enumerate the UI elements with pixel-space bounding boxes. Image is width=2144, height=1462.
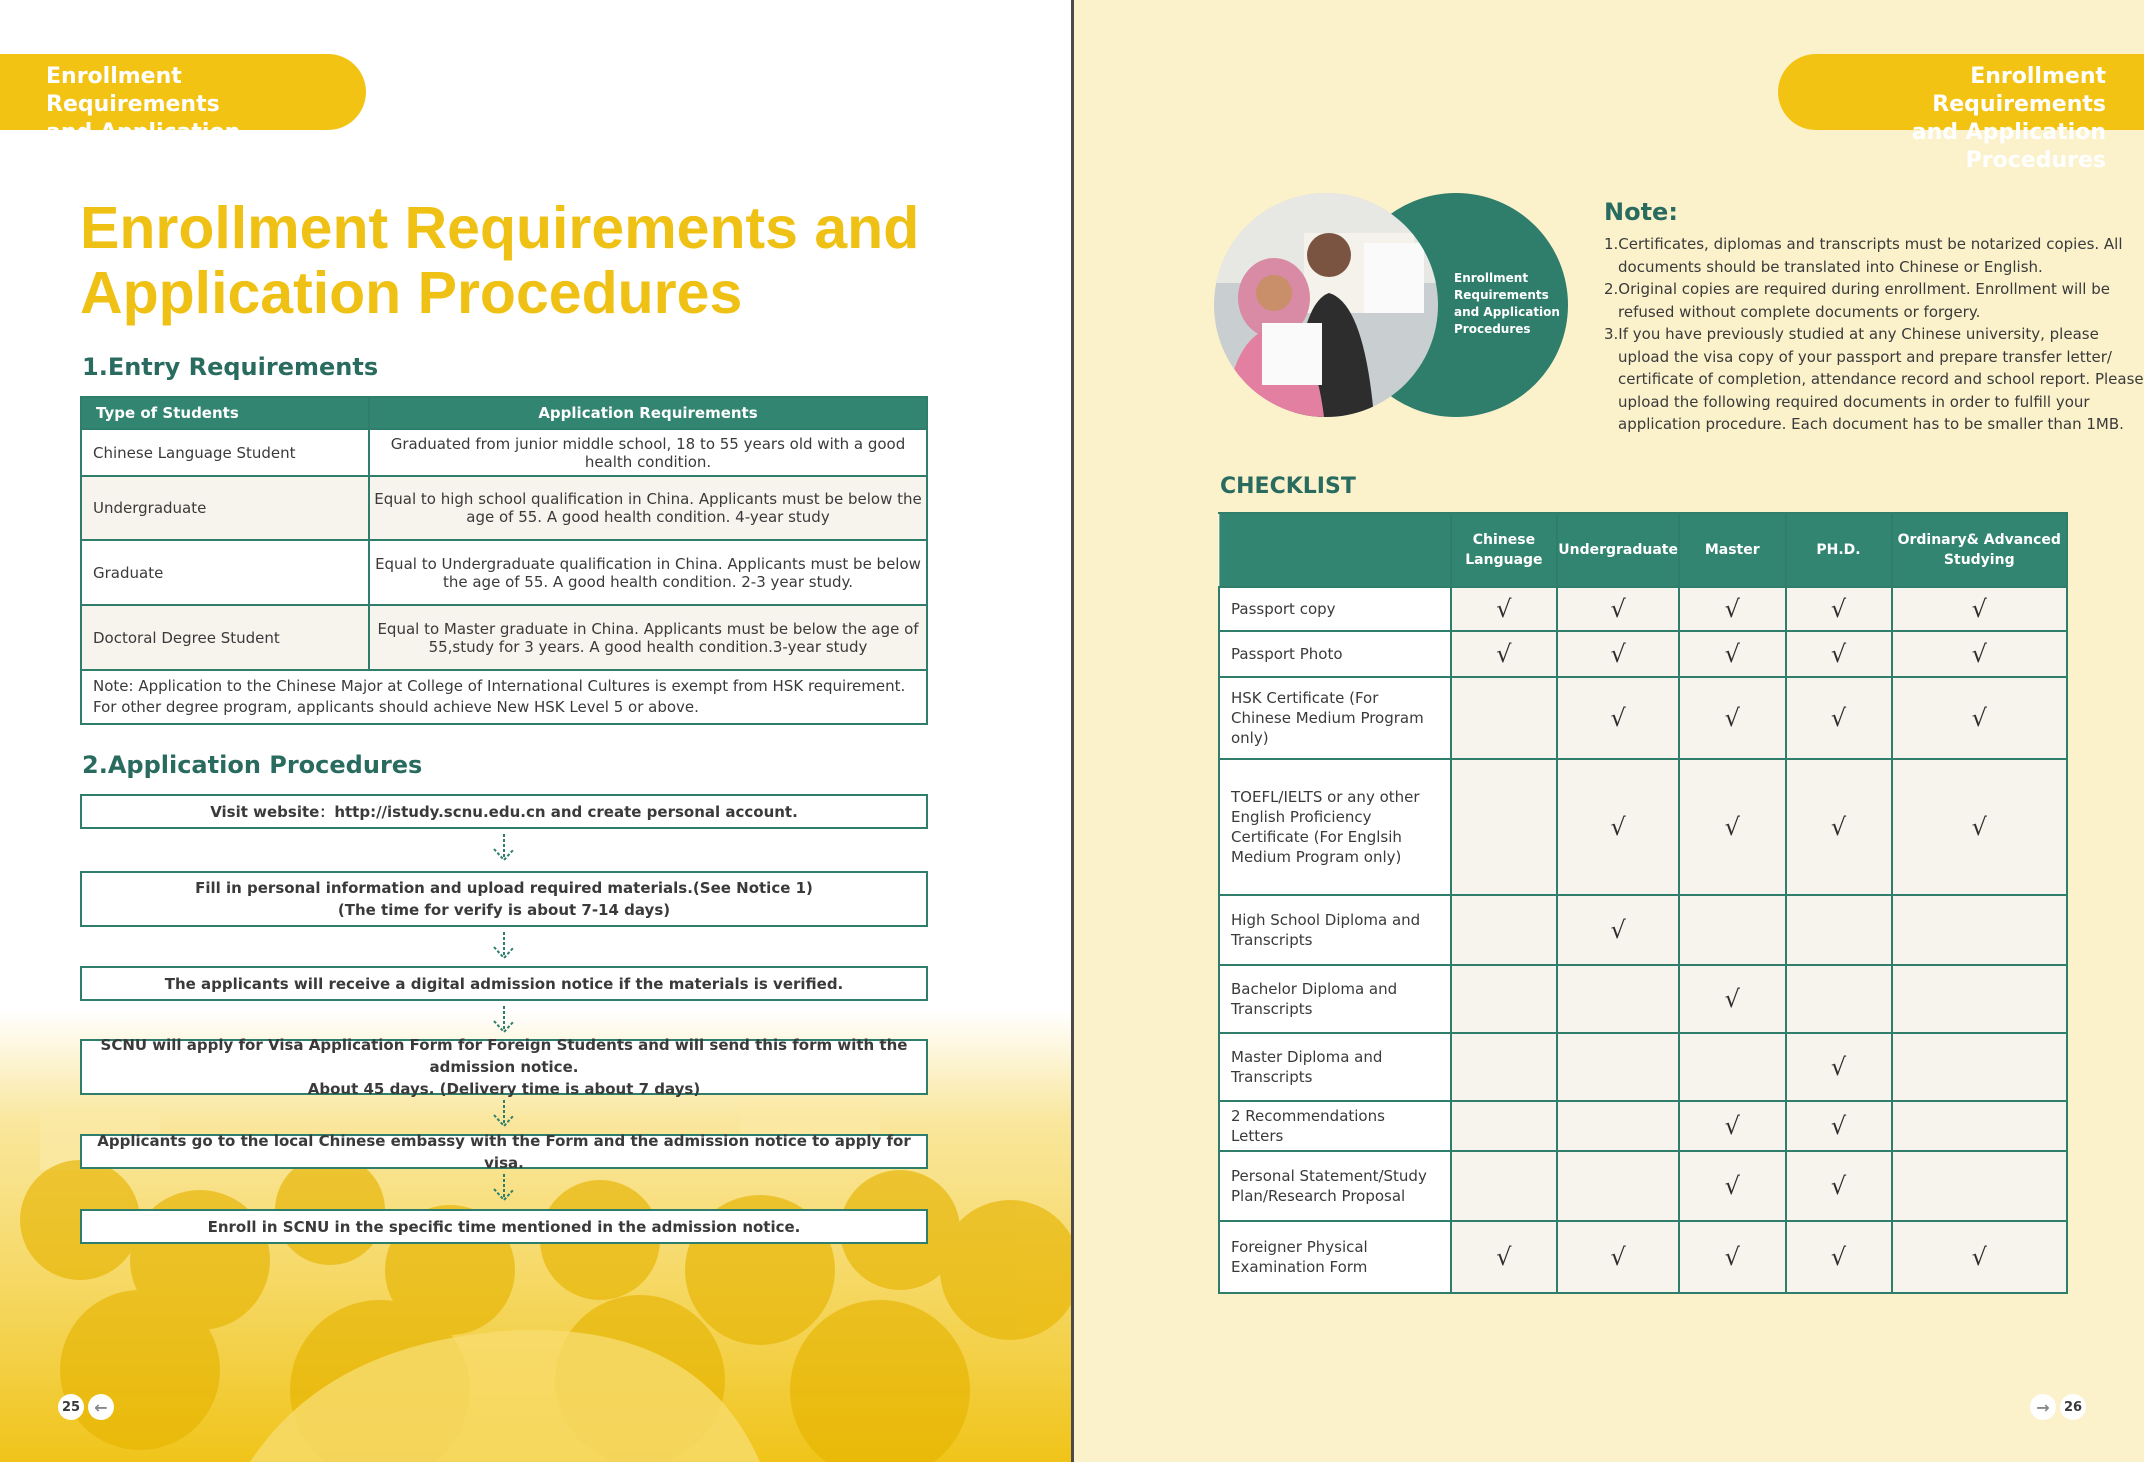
page-title-line2: Application Procedures (80, 260, 743, 326)
empty-cell (1892, 1151, 2067, 1221)
check-mark-cell: √ (1679, 1151, 1786, 1221)
down-arrow-icon (488, 832, 520, 864)
empty-cell (1451, 1033, 1558, 1101)
checklist-title: CHECKLIST (1220, 474, 1356, 499)
intro-badge (1214, 190, 1574, 420)
check-mark-cell: √ (1786, 587, 1892, 631)
requirement-text: Equal to Undergraduate qualification in China. Applicants must be below the age of 55. A good health condition. 2-3 year study. (375, 554, 921, 591)
col-header: Undergraduate (1557, 513, 1679, 587)
check-mark-cell: √ (1892, 759, 2067, 895)
document-label: Foreigner Physical Examination Form (1219, 1221, 1451, 1293)
entry-table-header (82, 398, 926, 428)
check-mark-cell: √ (1892, 677, 2067, 759)
empty-cell (1451, 759, 1558, 895)
empty-cell (1557, 1151, 1679, 1221)
empty-cell (1892, 895, 2067, 965)
document-label: High School Diploma and Transcripts (1219, 895, 1451, 965)
students-photo (1214, 193, 1438, 417)
next-arrow-icon[interactable]: → (2030, 1394, 2056, 1420)
table-row (1219, 1101, 2067, 1151)
page-number: 25 (58, 1394, 84, 1420)
col-header: Ordinary& Advanced Studying (1892, 513, 2067, 587)
down-arrow-icon (488, 1098, 520, 1130)
check-mark-cell: √ (1451, 631, 1558, 677)
empty-cell (1451, 895, 1558, 965)
prev-arrow-icon[interactable]: ← (88, 1394, 114, 1420)
procedure-step-3 (80, 966, 928, 1001)
step-subtext: About 45 days. (Delivery time is about 7 days) (307, 1080, 701, 1098)
col-header: PH.D. (1786, 513, 1892, 587)
entry-heading: 1.Entry Requirements (82, 353, 379, 381)
step-text: Visit website：http://istudy.scnu.edu.cn and create personal account. (210, 802, 798, 821)
procedure-step-2 (80, 871, 928, 927)
step-text: SCNU will apply for Visa Application Form for Foreign Students and will send this form with the admission notice. (100, 1036, 908, 1076)
table-row (1219, 631, 2067, 677)
table-row (82, 604, 926, 669)
note-title: Note: (1604, 198, 1678, 226)
check-mark-cell: √ (1679, 631, 1786, 677)
empty-cell (1451, 1151, 1558, 1221)
check-mark-cell: √ (1451, 587, 1558, 631)
table-row (1219, 1033, 2067, 1101)
student-type: Chinese Language Student (82, 430, 370, 475)
empty-cell (1892, 1033, 2067, 1101)
empty-cell (1557, 965, 1679, 1033)
empty-cell (1892, 965, 2067, 1033)
checklist-header-row (1219, 513, 2067, 587)
table-row (1219, 587, 2067, 631)
student-type: Undergraduate (82, 477, 370, 539)
section-tag-right (1778, 54, 2144, 173)
col-type-header: Type of Students (82, 398, 370, 428)
page-title (80, 196, 980, 326)
page-title-line1: Enrollment Requirements and (80, 195, 920, 261)
note-item: 3.If you have previously studied at any Chinese university, please upload the visa copy of your passport and prepare transfer letter/ certificate of completion, attendance record and school report. Please upload the following required documents in order to fulfill your application procedure. Each document has to be smaller than 1MB. (1604, 325, 2144, 433)
page-number-right (2030, 1394, 2086, 1420)
empty-cell (1451, 965, 1558, 1033)
check-mark-cell: √ (1679, 587, 1786, 631)
col-header: Chinese Language (1451, 513, 1558, 587)
table-row (1219, 965, 2067, 1033)
table-row (1219, 1151, 2067, 1221)
check-mark-cell: √ (1451, 1221, 1558, 1293)
empty-cell (1679, 895, 1786, 965)
empty-cell (1679, 1033, 1786, 1101)
step-text: Enroll in SCNU in the specific time mentioned in the admission notice. (207, 1217, 801, 1236)
check-mark-cell: √ (1786, 1033, 1892, 1101)
empty-cell (1557, 1033, 1679, 1101)
check-mark-cell: √ (1557, 677, 1679, 759)
check-mark-cell: √ (1557, 631, 1679, 677)
check-mark-cell: √ (1786, 1101, 1892, 1151)
entry-note: Note: Application to the Chinese Major at College of International Cultures is exempt from HSK requirement. For other degree program, applicants should achieve New HSK Level 5 or above. (82, 669, 926, 723)
document-label: TOEFL/IELTS or any other English Proficiency Certificate (For Englsih Medium Program only) (1219, 759, 1451, 895)
document-label: Passport copy (1219, 587, 1451, 631)
down-arrow-icon (488, 1172, 520, 1204)
check-mark-cell: √ (1679, 1221, 1786, 1293)
check-mark-cell: √ (1786, 631, 1892, 677)
document-label: Passport Photo (1219, 631, 1451, 677)
check-mark-cell: √ (1786, 759, 1892, 895)
corner-cell (1219, 513, 1451, 587)
check-mark-cell: √ (1557, 1221, 1679, 1293)
procedures-heading: 2.Application Procedures (82, 751, 423, 779)
student-type: Graduate (82, 541, 370, 604)
procedure-step-6 (80, 1209, 928, 1244)
badge-text: Enrollment Requirements and Application Procedures (1454, 271, 1560, 336)
entry-requirements-table (80, 396, 928, 725)
document-label: Master Diploma and Transcripts (1219, 1033, 1451, 1101)
empty-cell (1451, 1101, 1558, 1151)
check-mark-cell: √ (1786, 1221, 1892, 1293)
note-list (1604, 233, 2144, 436)
empty-cell (1451, 677, 1558, 759)
step-subtext: (The time for verify is about 7-14 days) (337, 901, 671, 919)
col-requirements-header: Application Requirements (538, 404, 758, 422)
section-tag-line2: and Application Procedures (1911, 120, 2106, 173)
table-row (1219, 895, 2067, 965)
table-row (82, 539, 926, 604)
empty-cell (1786, 895, 1892, 965)
step-text: Fill in personal information and upload required materials.(See Notice 1) (195, 879, 813, 897)
requirement-text: Graduated from junior middle school, 18 to 55 years old with a good health condition. (390, 434, 906, 471)
col-header: Master (1679, 513, 1786, 587)
document-label: Bachelor Diploma and Transcripts (1219, 965, 1451, 1033)
procedure-step-5 (80, 1131, 928, 1172)
step-text: The applicants will receive a digital admission notice if the materials is verified. (164, 974, 844, 993)
check-mark-cell: √ (1557, 759, 1679, 895)
document-label: Personal Statement/Study Plan/Research Proposal (1219, 1151, 1451, 1221)
table-row (1219, 1221, 2067, 1293)
check-mark-cell: √ (1892, 631, 2067, 677)
student-type: Doctoral Degree Student (82, 606, 370, 669)
page-number-left (58, 1394, 114, 1420)
section-tag-left (0, 54, 366, 173)
procedure-step-1 (80, 794, 928, 829)
page-number: 26 (2060, 1394, 2086, 1420)
document-label: HSK Certificate (For Chinese Medium Program only) (1219, 677, 1451, 759)
section-tag-line2: and Application Procedures (46, 120, 241, 173)
requirement-text: Equal to high school qualification in China. Applicants must be below the age of 55. A good health condition. 4-year study (374, 490, 922, 526)
check-mark-cell: √ (1786, 677, 1892, 759)
empty-cell (1892, 1101, 2067, 1151)
section-tag-line1: Enrollment Requirements (46, 64, 220, 117)
step-text: Applicants go to the local Chinese embassy with the Form and the admission notice to apply for visa. (97, 1131, 911, 1172)
check-mark-cell: √ (1557, 587, 1679, 631)
empty-cell (1786, 965, 1892, 1033)
check-mark-cell: √ (1679, 965, 1786, 1033)
empty-cell (1557, 1101, 1679, 1151)
check-mark-cell: √ (1679, 759, 1786, 895)
note-item: 2.Original copies are required during enrollment. Enrollment will be refused without complete documents or forgery. (1604, 280, 2110, 321)
note-item: 1.Certificates, diplomas and transcripts must be notarized copies. All documents should be translated into Chinese or English. (1604, 235, 2123, 276)
checklist-table (1218, 512, 2068, 1294)
check-mark-cell: √ (1679, 1101, 1786, 1151)
right-page (1074, 0, 2144, 1462)
section-tag-line1: Enrollment Requirements (1932, 64, 2106, 117)
check-mark-cell: √ (1786, 1151, 1892, 1221)
document-label: 2 Recommendations Letters (1219, 1101, 1451, 1151)
table-row (1219, 677, 2067, 759)
procedure-step-4 (80, 1036, 928, 1098)
check-mark-cell: √ (1679, 677, 1786, 759)
table-row (82, 475, 926, 539)
requirement-text: Equal to Master graduate in China. Applicants must be below the age of 55,study for 3 years. A good health condition.3-year study (377, 619, 919, 656)
check-mark-cell: √ (1892, 1221, 2067, 1293)
down-arrow-icon (488, 1004, 520, 1036)
table-row (82, 428, 926, 475)
down-arrow-icon (488, 930, 520, 962)
table-row (1219, 759, 2067, 895)
check-mark-cell: √ (1892, 587, 2067, 631)
check-mark-cell: √ (1557, 895, 1679, 965)
